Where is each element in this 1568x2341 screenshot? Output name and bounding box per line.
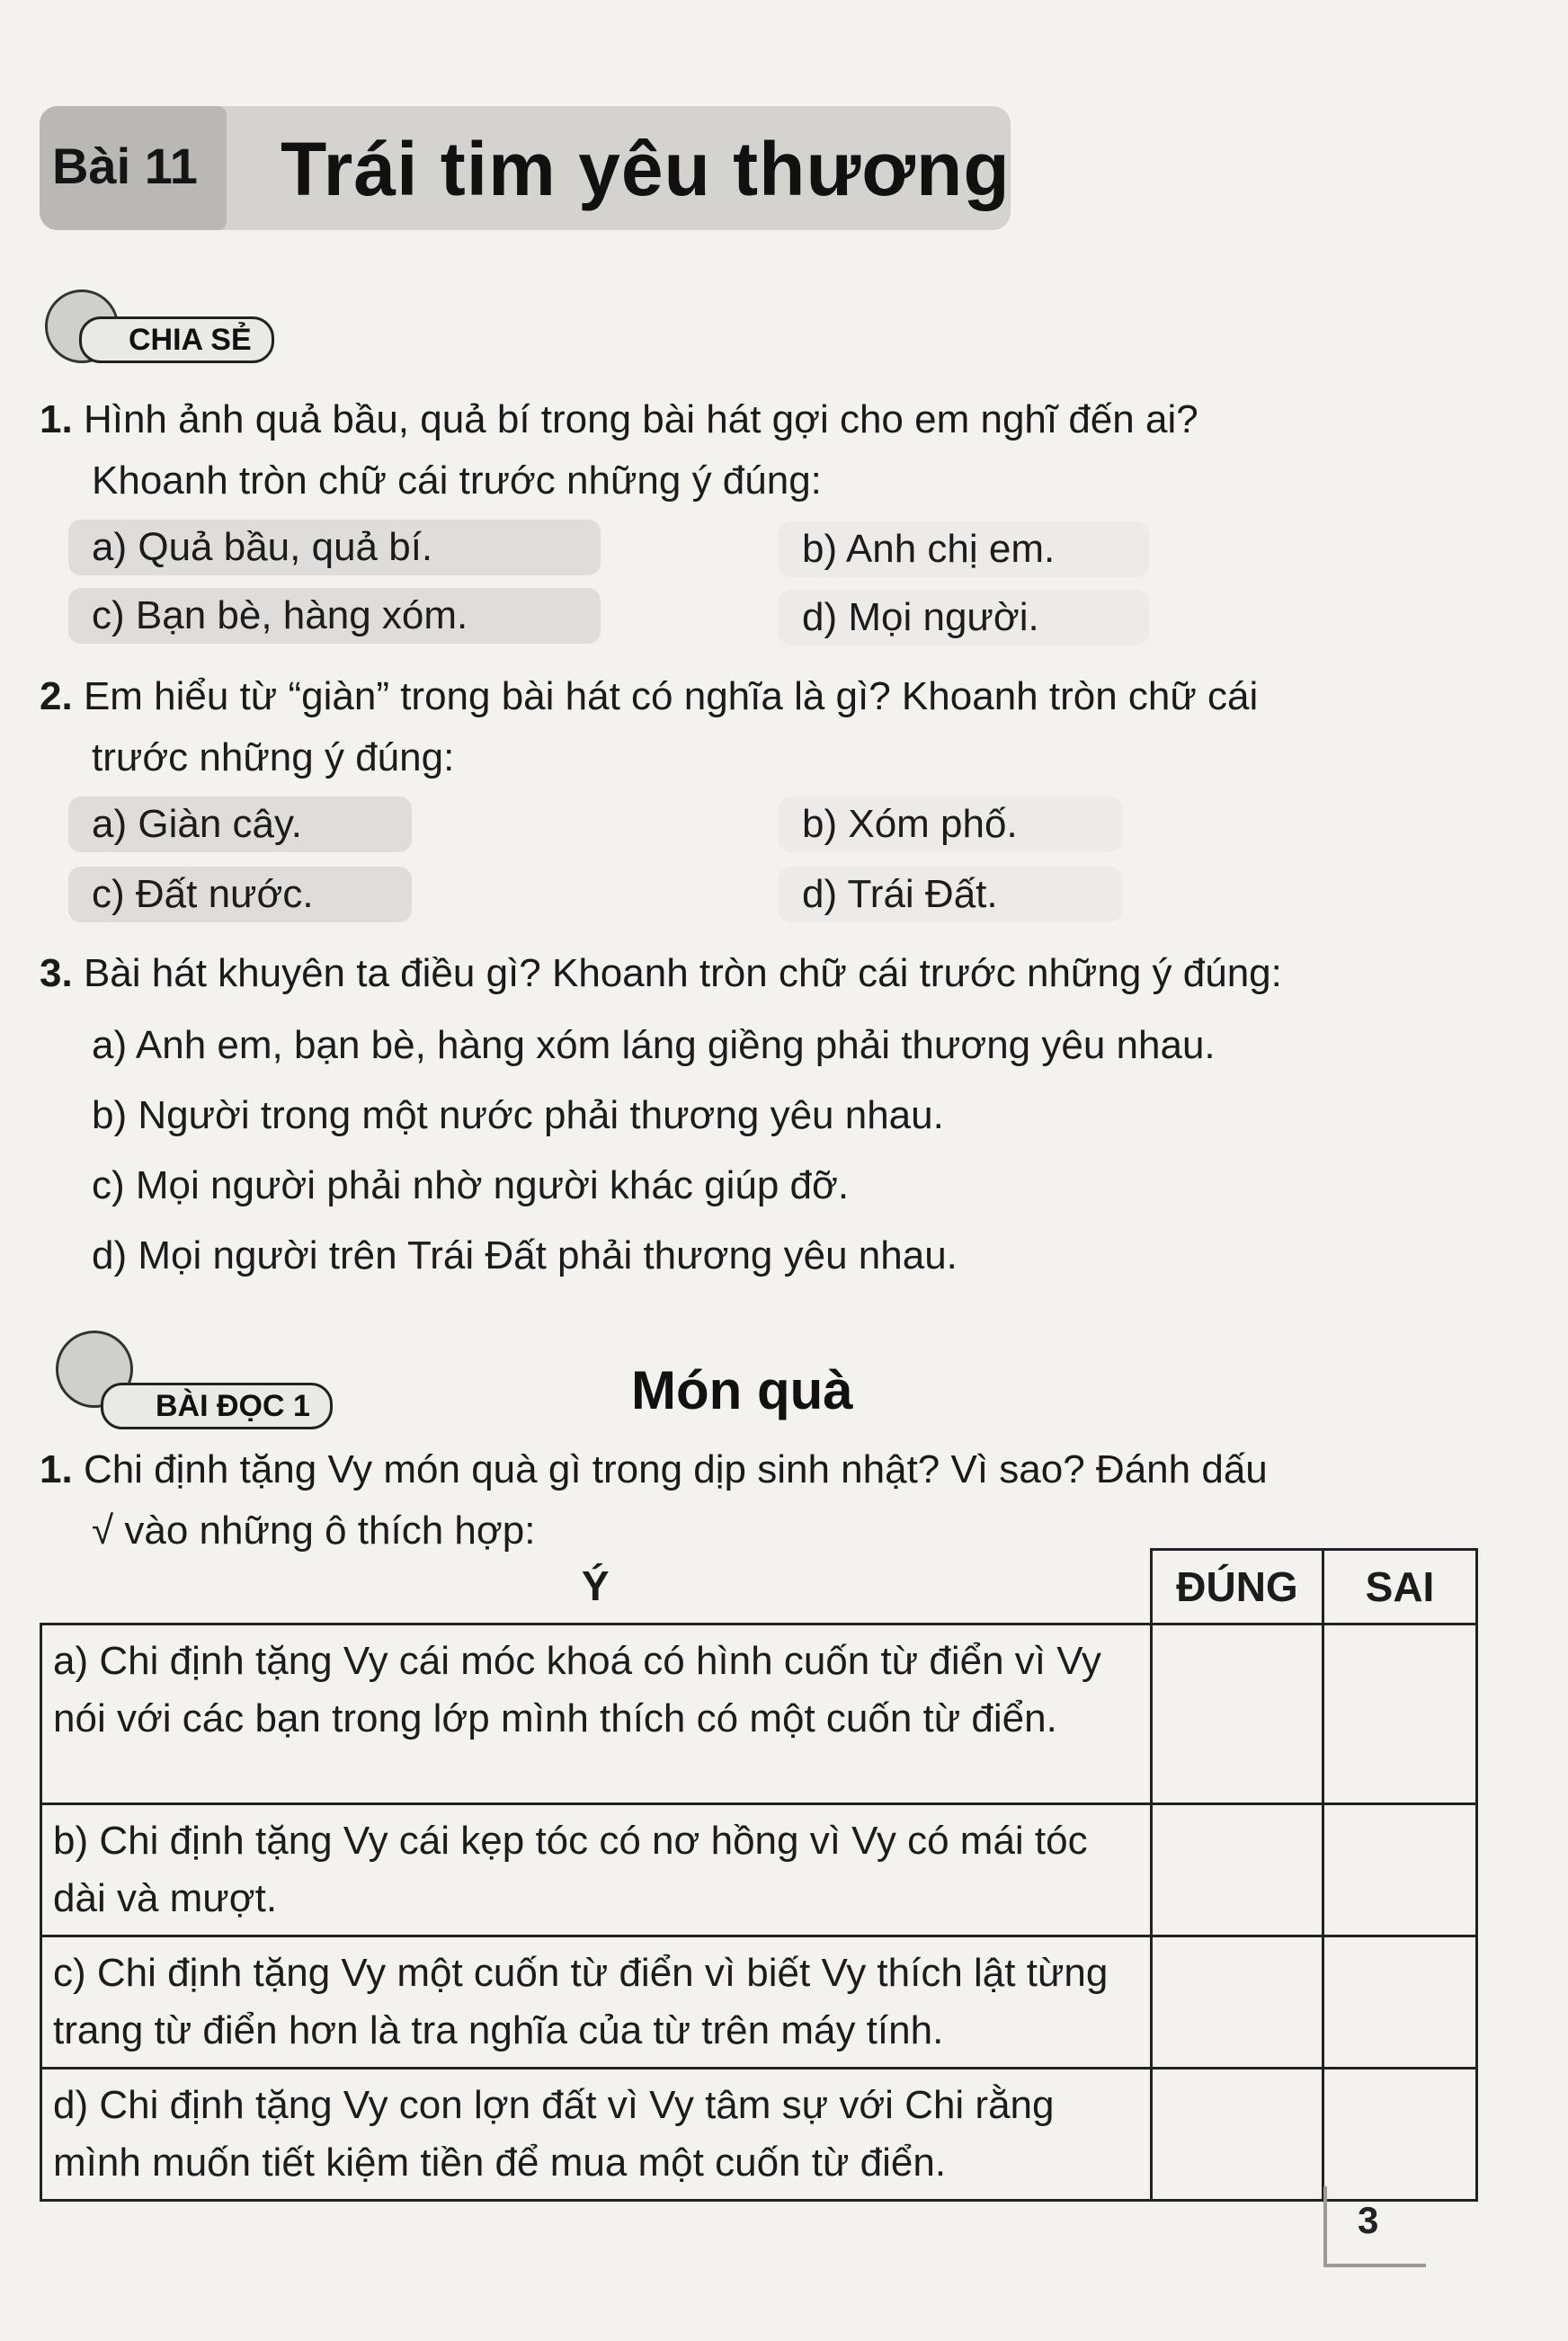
table-row (41, 1624, 1477, 1804)
option-b[interactable]: b) Người trong một nước phải thương yêu nhau. (92, 1093, 944, 1137)
share-badge: CHIA SẺ (79, 316, 274, 363)
reading-title: Món quà (631, 1360, 853, 1420)
option-c[interactable]: c) Mọi người phải nhờ người khác giúp đỡ. (92, 1163, 850, 1207)
row-statement: d) Chi định tặng Vy con lợn đất vì Vy tâm sự với Chi rằng mình muốn tiết kiệm tiền để mua một cuốn từ điển. (41, 2069, 1152, 2201)
question-text: Chi định tặng Vy món quà gì trong dịp sinh nhật? Vì sao? Đánh dấu (83, 1447, 1268, 1491)
question-text: Hình ảnh quả bầu, quả bí trong bài hát gợi cho em nghĩ đến ai? (83, 397, 1198, 441)
row-statement: a) Chi định tặng Vy cái móc khoá có hình cuốn từ điển vì Vy nói với các bạn trong lớp mình thích có một cuốn từ điển. (41, 1624, 1152, 1804)
true-checkbox-cell[interactable] (1152, 1936, 1323, 2069)
false-checkbox-cell[interactable] (1323, 1804, 1477, 1936)
option-a[interactable]: a) Anh em, bạn bè, hàng xóm láng giềng phải thương yêu nhau. (92, 1023, 1216, 1067)
lesson-title: Trái tim yêu thương (281, 127, 1011, 211)
question-2 (40, 665, 1258, 728)
false-checkbox-cell[interactable] (1323, 2069, 1477, 2201)
question-number: 1. (40, 397, 73, 441)
false-checkbox-cell[interactable] (1323, 1624, 1477, 1804)
question-text-continued: √ vào những ô thích hợp: (92, 1509, 536, 1553)
row-statement: c) Chi định tặng Vy một cuốn từ điển vì biết Vy thích lật từng trang từ điển hơn là tra nghĩa của từ trên máy tính. (41, 1936, 1152, 2069)
page-corner-bracket (1323, 2186, 1340, 2267)
question-text: Em hiểu từ “giàn” trong bài hát có nghĩa là gì? Khoanh tròn chữ cái (83, 674, 1259, 718)
question-number: 3. (40, 951, 73, 995)
table-header-row (41, 1550, 1477, 1624)
option-d[interactable]: d) Mọi người trên Trái Đất phải thương yêu nhau. (92, 1233, 958, 1277)
header-false: SAI (1323, 1550, 1477, 1624)
true-checkbox-cell[interactable] (1152, 1804, 1323, 1936)
question-number: 2. (40, 674, 73, 718)
true-checkbox-cell[interactable] (1152, 1624, 1323, 1804)
option-a[interactable]: a) Giàn cây. (68, 797, 412, 852)
option-b[interactable]: b) Anh chị em. (779, 521, 1149, 577)
question-text-continued: trước những ý đúng: (92, 735, 455, 779)
option-b[interactable]: b) Xóm phố. (779, 797, 1122, 852)
table-row (41, 2069, 1477, 2201)
question-number: 1. (40, 1447, 73, 1491)
table-row (41, 1936, 1477, 2069)
row-statement: b) Chi định tặng Vy cái kẹp tóc có nơ hồng vì Vy có mái tóc dài và mượt. (41, 1804, 1152, 1936)
false-checkbox-cell[interactable] (1323, 1936, 1477, 2069)
reading-question-1 (40, 1438, 1268, 1501)
page-arrow-icon (1327, 2264, 1426, 2267)
question-3 (40, 942, 1282, 1005)
lesson-number: Bài 11 (52, 138, 198, 194)
option-d[interactable]: d) Trái Đất. (779, 867, 1122, 922)
question-text-continued: Khoanh tròn chữ cái trước những ý đúng: (92, 458, 822, 503)
page-number: 3 (1358, 2199, 1379, 2241)
table-row (41, 1804, 1477, 1936)
option-a[interactable]: a) Quả bầu, quả bí. (68, 520, 601, 575)
option-c[interactable]: c) Đất nước. (68, 867, 412, 922)
header-idea: Ý (41, 1550, 1152, 1624)
reading-badge: BÀI ĐỌC 1 (101, 1383, 333, 1429)
option-c[interactable]: c) Bạn bè, hàng xóm. (68, 588, 601, 644)
header-true: ĐÚNG (1152, 1550, 1323, 1624)
option-d[interactable]: d) Mọi người. (779, 590, 1149, 645)
true-false-table (40, 1548, 1478, 2202)
question-text: Bài hát khuyên ta điều gì? Khoanh tròn chữ cái trước những ý đúng: (83, 951, 1282, 995)
question-1 (40, 388, 1198, 451)
true-checkbox-cell[interactable] (1152, 2069, 1323, 2201)
